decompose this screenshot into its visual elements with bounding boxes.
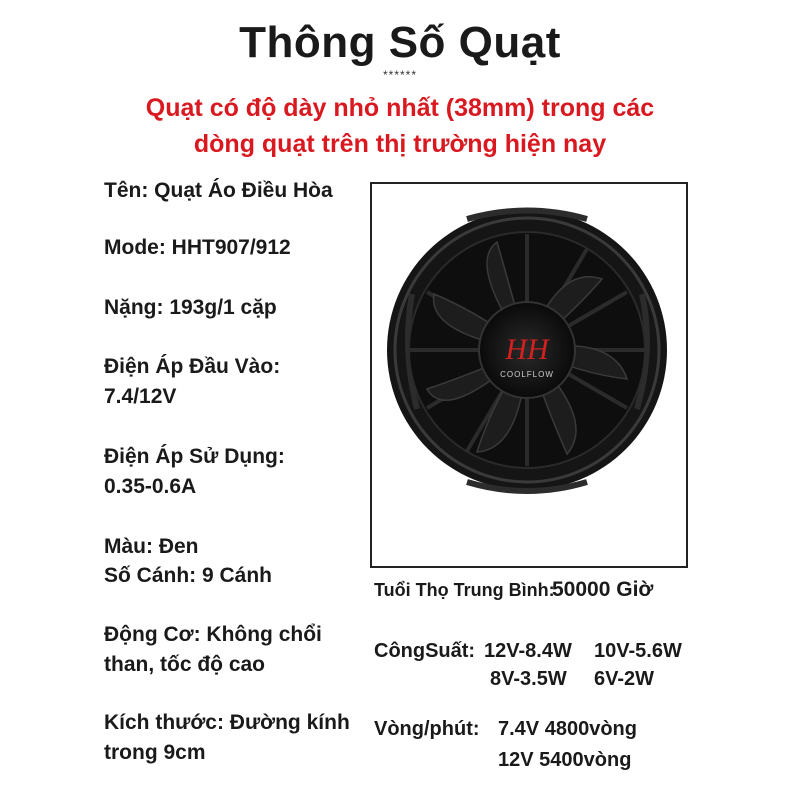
power-8v: 8V-3.5W [490, 668, 567, 690]
subtitle-line-1: Quạt có độ dày nhỏ nhất (38mm) trong các [145, 94, 655, 122]
lifetime-label: Tuổi Thọ Trung Bình: [374, 580, 555, 600]
spec-usage-label: Điện Áp Sử Dụng: [104, 445, 285, 468]
subtitle [60, 90, 740, 162]
spec-model: Mode: HHT907/912 [104, 236, 291, 259]
spec-input-voltage-label: Điện Áp Đầu Vào: [104, 355, 281, 378]
logo-mark: HH [505, 333, 549, 366]
spec-size-line-2: trong 9cm [104, 741, 206, 764]
fan-illustration [372, 184, 686, 566]
spec-input-voltage-value: 7.4/12V [104, 385, 177, 408]
spec-motor-line-2: than, tốc độ cao [104, 653, 266, 676]
spec-weight: Nặng: 193g/1 cặp [104, 296, 277, 319]
spec-size-line-1: Kích thước: Đường kính [104, 711, 350, 734]
power-12v: 12V-8.4W [484, 640, 572, 662]
spec-color: Màu: Đen [104, 535, 199, 558]
spec-motor-line-1: Động Cơ: Không chổi [104, 623, 322, 646]
spec-name: Tên: Quạt Áo Điều Hòa [104, 179, 333, 202]
fan-photo-frame [370, 182, 688, 568]
title-decoration-stars: ****** [382, 68, 418, 82]
lifetime-value: 50000 Giờ [552, 578, 654, 601]
rpm-label: Vòng/phút: [374, 718, 480, 740]
subtitle-line-2: dòng quạt trên thị trường hiện nay [193, 130, 607, 158]
rpm-7-4v: 7.4V 4800vòng [498, 718, 637, 740]
power-10v: 10V-5.6W [594, 640, 682, 662]
power-label: CôngSuất: [374, 640, 476, 662]
page-title: Thông Số Quạt [239, 18, 561, 67]
logo-brand: COOLFLOW [500, 370, 554, 379]
rpm-12v: 12V 5400vòng [498, 749, 632, 771]
coolflow-logo [500, 333, 554, 379]
spec-usage-value: 0.35-0.6A [104, 475, 197, 498]
spec-blades: Số Cánh: 9 Cánh [104, 564, 273, 587]
power-6v: 6V-2W [594, 668, 655, 690]
